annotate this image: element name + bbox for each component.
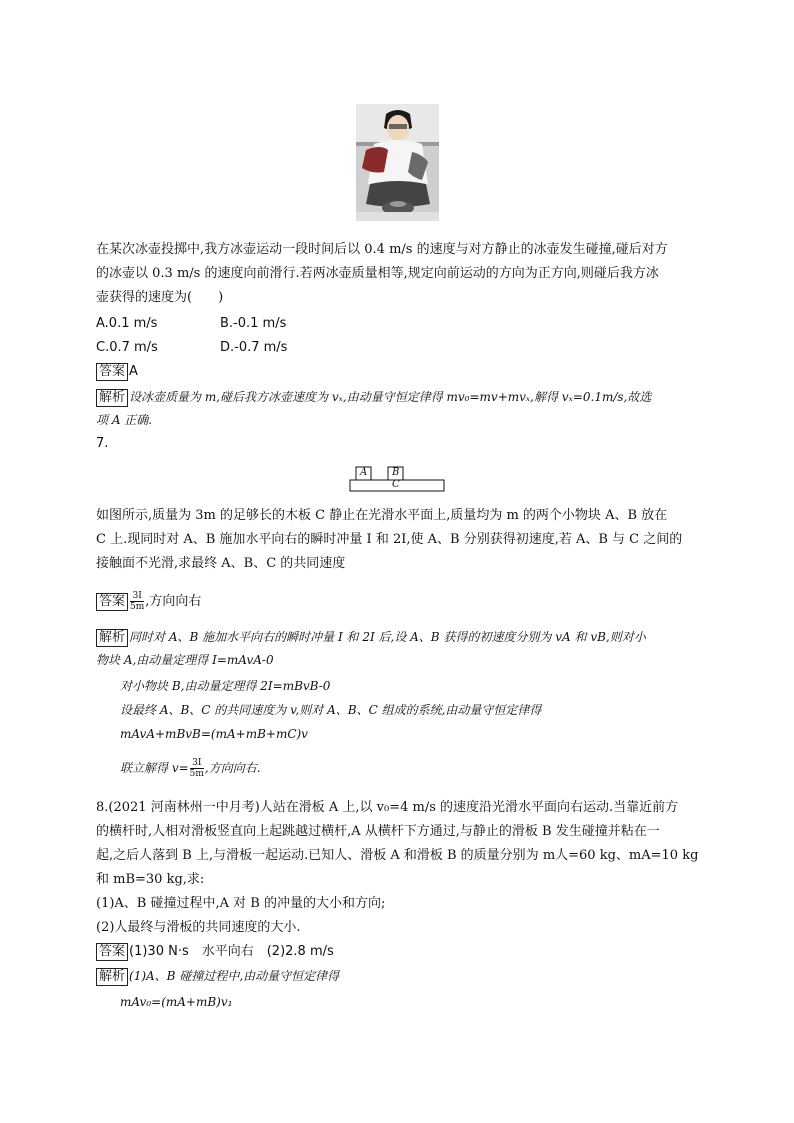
q7-analysis-row-6	[120, 756, 261, 780]
q7-analysis-line-2: 物块 A,由动量定理得 I=mAvA-0	[96, 653, 274, 667]
curling-player-photo	[356, 104, 439, 221]
q7-analysis-frac-den: 5m	[189, 769, 204, 779]
q8-analysis-row-1	[96, 964, 339, 989]
q7-analysis-tag: 解析	[96, 629, 128, 647]
q6-stem-line-1: 在某次冰壶投掷中,我方冰壶运动一段时间后以 0.4 m/s 的速度与对方静止的冰壶发生碰撞,碰后对方	[96, 242, 668, 257]
q7-analysis-line-4: 设最终 A、B、C 的共同速度为 v,则对 A、B、C 组成的系统,由动量守恒定律得	[120, 703, 542, 717]
q7-analysis-line-5: mAvA+mBvB=(mA+mB+mC)v	[120, 727, 308, 741]
q7-stem-line-2: C 上.现同时对 A、B 施加水平向右的瞬时冲量 I 和 2I,使 A、B 分别获得初速度,若 A、B 与 C 之间的	[96, 532, 683, 547]
q7-answer-row	[96, 590, 201, 614]
label-b: B	[392, 467, 400, 478]
q7-stem-line-3: 接触面不光滑,求最终 A、B、C 的共同速度	[96, 556, 346, 571]
q6-option-d: D.-0.7 m/s	[220, 340, 288, 355]
q6-stem-line-2: 的冰壶以 0.3 m/s 的速度向前滑行.若两冰壶质量相等,规定向前运动的方向为正方向,则碰后我方冰	[96, 266, 659, 281]
q7-analysis-line-1: 同时对 A、B 施加水平向右的瞬时冲量 I 和 2I 后,设 A、B 获得的初速度分别为 vA 和 vB,则对小	[129, 630, 646, 644]
q8-answer-row	[96, 940, 334, 964]
q7-analysis-line-6-prefix: 联立解得 v=	[120, 761, 189, 775]
q7-stem-line-1: 如图所示,质量为 3m 的足够长的木板 C 静止在光滑水平面上,质量均为 m 的两个小物块 A、B 放在	[96, 508, 668, 523]
q7-analysis-line-6-suffix: ,方向向右.	[204, 761, 261, 775]
label-c: C	[392, 479, 400, 490]
q7-answer-frac-num: 3I	[130, 591, 144, 602]
q6-answer-tag: 答案	[96, 363, 128, 381]
q7-number: 7.	[96, 436, 109, 451]
q7-board-figure	[346, 464, 448, 492]
q8-answer-tag: 答案	[96, 943, 128, 961]
q8-sub-question-1: (1)A、B 碰撞过程中,A 对 B 的冲量的大小和方向;	[96, 896, 386, 911]
q7-analysis-fraction	[190, 758, 204, 779]
q6-analysis-line-2: 项 A 正确.	[96, 413, 153, 427]
q6-answer-value: A	[129, 364, 138, 379]
q6-stem-line-3: 壶获得的速度为( )	[96, 290, 224, 305]
q7-answer-fraction	[130, 591, 144, 612]
q7-analysis-row-1	[96, 625, 646, 650]
q7-answer-frac-den: 5m	[130, 602, 145, 612]
q6-option-b: B.-0.1 m/s	[220, 316, 287, 331]
q8-analysis-tag: 解析	[96, 968, 128, 986]
q8-answer-value: (1)30 N·s 水平向右 (2)2.8 m/s	[129, 944, 334, 959]
q6-answer-row	[96, 360, 138, 384]
q8-stem-line-4: 和 mB=30 kg,求:	[96, 872, 205, 887]
q8-stem-line-3: 起,之后人落到 B 上,与滑板一起运动.已知人、滑板 A 和滑板 B 的质量分别为 m人=60 kg、mA=10 kg	[96, 848, 699, 863]
q7-answer-suffix: ,方向向右	[145, 594, 202, 609]
q6-analysis-row-1	[96, 385, 651, 410]
q8-stem-line-2: 的横杆时,人相对滑板竖直向上起跳越过横杆,A 从横杆下方通过,与静止的滑板 B 发生碰撞并粘在一	[96, 824, 660, 839]
q6-analysis-tag: 解析	[96, 389, 128, 407]
q8-analysis-line-1: (1)A、B 碰撞过程中,由动量守恒定律得	[129, 969, 340, 983]
q7-answer-tag: 答案	[96, 593, 128, 611]
q6-option-c: C.0.7 m/s	[96, 340, 158, 355]
q8-stem-line-1: 8.(2021 河南林州一中月考)人站在滑板 A 上,以 v₀=4 m/s 的速度沿光滑水平面向右运动.当靠近前方	[96, 800, 679, 815]
curling-photo-graphic	[356, 104, 439, 221]
q6-option-a: A.0.1 m/s	[96, 316, 158, 331]
q8-sub-question-2: (2)人最终与滑板的共同速度的大小.	[96, 920, 301, 935]
q8-analysis-line-2: mAv₀=(mA+mB)v₁	[120, 995, 233, 1009]
q7-analysis-line-3: 对小物块 B,由动量定理得 2I=mBvB-0	[120, 679, 331, 693]
label-a: A	[360, 467, 368, 478]
q7-analysis-frac-num: 3I	[190, 758, 204, 769]
q6-analysis-line-1: 设冰壶质量为 m,碰后我方冰壶速度为 vₓ,由动量守恒定律得 mv₀=mv+mvₓ,解得 vₓ=0.1m/s,故选	[129, 390, 652, 404]
